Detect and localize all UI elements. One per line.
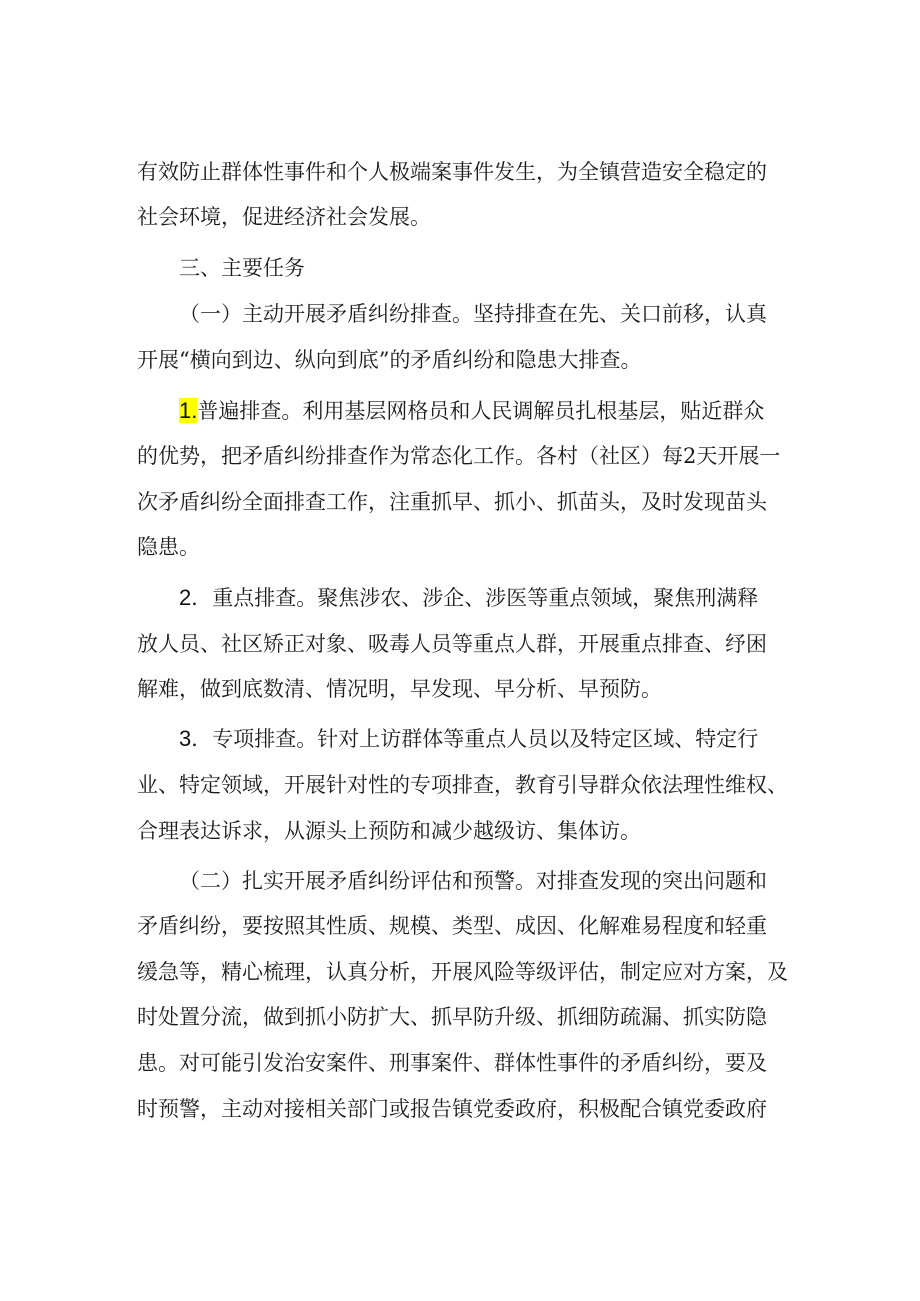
text-line: 次矛盾纠纷全面排查工作，注重抓早、抓小、抓苗头，及时发现苗头 — [137, 490, 767, 514]
text-line: 解难，做到底数清、情况明，早发现、早分析、早预防。 — [137, 677, 662, 701]
text-line: 时处置分流，做到抓小防扩大、抓早防升级、抓细防疏漏、抓实防隐 — [137, 1005, 767, 1029]
item-2-number: 2 — [179, 585, 192, 610]
text-line: 开展“横向到边、纵向到底”的矛盾纠纷和隐患大排查。 — [137, 348, 642, 372]
text-line: 缓急等，精心梳理，认真分析，开展风险等级评估，制定应对方案，及 — [137, 960, 788, 984]
text-line: 矛盾纠纷，要按照其性质、规模、类型、成因、化解难易程度和轻重 — [137, 914, 767, 938]
text-line: 放人员、社区矫正对象、吸毒人员等重点人群，开展重点排查、纾困 — [137, 632, 767, 656]
text-line: 合理表达诉求，从源头上预防和减少越级访、集体访。 — [137, 819, 641, 843]
subsection-heading-line: （二）扎实开展矛盾纠纷评估和预警。对排查发现的突出问题和 — [179, 869, 767, 893]
text-line: 患。对可能引发治安案件、刑事案件、群体性事件的矛盾纠纷，要及 — [137, 1051, 767, 1075]
item-3-number: 3 — [179, 726, 192, 751]
text-line: 隐患。 — [137, 535, 200, 559]
item-1-line — [179, 391, 764, 431]
item-3-line — [179, 719, 758, 759]
subsection-heading-line: （一）主动开展矛盾纠纷排查。坚持排查在先、关口前移，认真 — [179, 302, 767, 326]
text-line: 有效防止群体性事件和个人极端案事件发生，为全镇营造安全稳定的 — [137, 160, 767, 184]
text-line: 的优势，把矛盾纠纷排查作为常态化工作。各村（社区）每2天开展一 — [137, 444, 781, 468]
section-heading: 三、主要任务 — [179, 256, 305, 280]
item-2-text: ．重点排查。聚焦涉农、涉企、涉医等重点领域，聚焦刑满释 — [191, 586, 759, 610]
item-2-line — [179, 578, 758, 618]
item-1-text: 普遍排查。利用基层网格员和人民调解员扎根基层，贴近群众 — [197, 399, 765, 423]
item-3-text: ．专项排查。针对上访群体等重点人员以及特定区域、特定行 — [191, 727, 759, 751]
item-1-number: 1. — [179, 398, 198, 423]
text-line: 社会环境，促进经济社会发展。 — [137, 205, 431, 229]
text-line: 业、特定领域，开展针对性的专项排查，教育引导群众依法理性维权、 — [137, 773, 788, 797]
text-line: 时预警，主动对接相关部门或报告镇党委政府，积极配合镇党委政府 — [137, 1097, 767, 1121]
